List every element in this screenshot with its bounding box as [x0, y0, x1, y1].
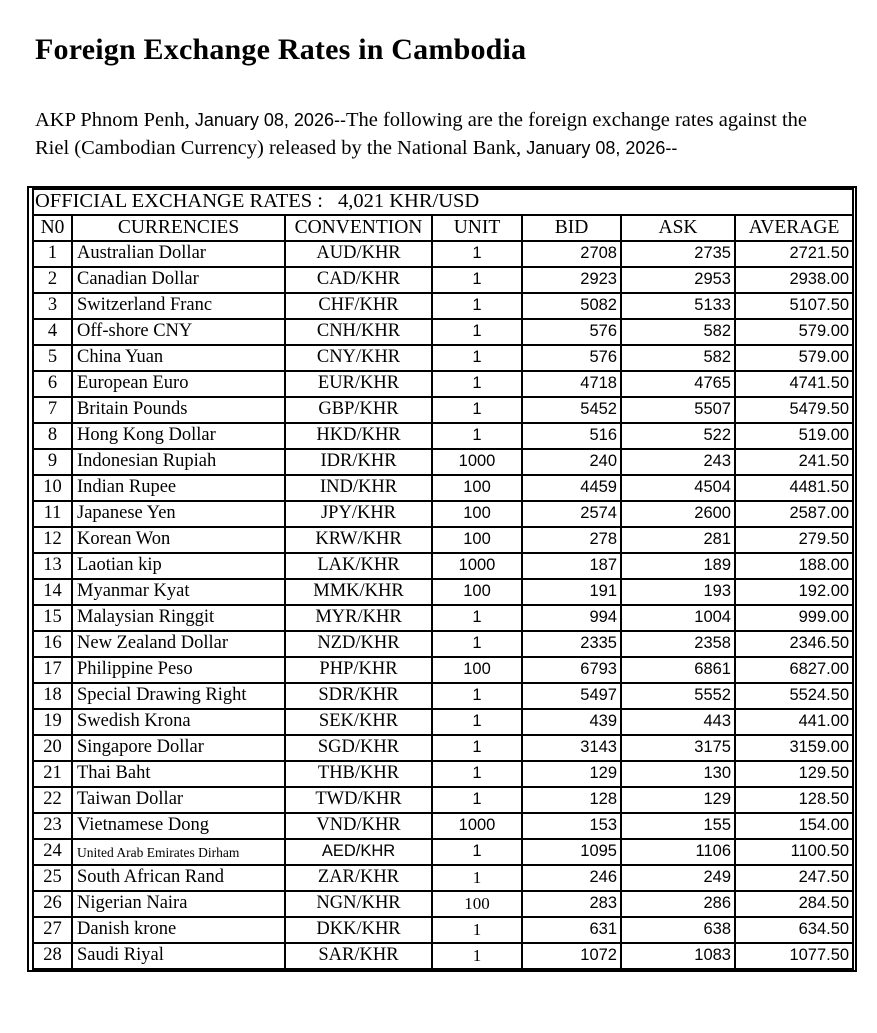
ask-cell: 286 — [621, 891, 735, 917]
convention-cell: IND/KHR — [285, 475, 432, 501]
average-cell: 154.00 — [735, 813, 853, 839]
average-cell: 579.00 — [735, 345, 853, 371]
bid-cell: 576 — [522, 345, 621, 371]
unit-cell: 1 — [432, 423, 522, 449]
row-number-cell: 6 — [33, 371, 72, 397]
ask-cell: 193 — [621, 579, 735, 605]
row-number-cell: 22 — [33, 787, 72, 813]
unit-cell: 100 — [432, 657, 522, 683]
unit-cell: 100 — [432, 475, 522, 501]
ask-cell: 1106 — [621, 839, 735, 865]
average-cell: 4741.50 — [735, 371, 853, 397]
bid-cell: 5082 — [522, 293, 621, 319]
bid-cell: 278 — [522, 527, 621, 553]
bid-cell: 1095 — [522, 839, 621, 865]
table-row — [33, 553, 853, 579]
table-row — [33, 501, 853, 527]
table-row — [33, 917, 853, 943]
ask-cell: 243 — [621, 449, 735, 475]
currency-name-cell: Saudi Riyal — [72, 943, 285, 969]
unit-cell: 1 — [432, 345, 522, 371]
table-row — [33, 709, 853, 735]
unit-cell: 1 — [432, 709, 522, 735]
average-cell: 5479.50 — [735, 397, 853, 423]
intro-date-2: January 08, 2026-- — [526, 138, 678, 159]
row-number-cell: 18 — [33, 683, 72, 709]
convention-cell: MMK/KHR — [285, 579, 432, 605]
currency-name-cell: Laotian kip — [72, 553, 285, 579]
currency-name-cell: Myanmar Kyat — [72, 579, 285, 605]
ask-cell: 1083 — [621, 943, 735, 969]
table-row — [33, 319, 853, 345]
unit-cell: 100 — [432, 891, 522, 917]
average-cell: 4481.50 — [735, 475, 853, 501]
intro-paragraph — [35, 106, 850, 163]
convention-cell: CNY/KHR — [285, 345, 432, 371]
caption-label: OFFICIAL EXCHANGE RATES : — [35, 189, 323, 212]
row-number-cell: 24 — [33, 839, 72, 865]
convention-cell: SEK/KHR — [285, 709, 432, 735]
row-number-cell: 2 — [33, 267, 72, 293]
average-cell: 192.00 — [735, 579, 853, 605]
bid-cell: 631 — [522, 917, 621, 943]
currency-name-cell: Singapore Dollar — [72, 735, 285, 761]
table-row — [33, 345, 853, 371]
unit-cell: 1 — [432, 839, 522, 865]
bid-cell: 128 — [522, 787, 621, 813]
average-cell: 999.00 — [735, 605, 853, 631]
row-number-cell: 20 — [33, 735, 72, 761]
unit-cell: 1 — [432, 761, 522, 787]
average-cell: 1100.50 — [735, 839, 853, 865]
ask-cell: 582 — [621, 319, 735, 345]
average-cell: 2938.00 — [735, 267, 853, 293]
currency-name-cell: Korean Won — [72, 527, 285, 553]
currency-name-cell: Hong Kong Dollar — [72, 423, 285, 449]
unit-cell: 100 — [432, 501, 522, 527]
ask-cell: 582 — [621, 345, 735, 371]
currency-name-cell: Vietnamese Dong — [72, 813, 285, 839]
convention-cell: SGD/KHR — [285, 735, 432, 761]
bid-cell: 5452 — [522, 397, 621, 423]
intro-body-line2: Riel (Cambodian Currency) released by the National Bank, — [35, 137, 527, 160]
row-number-cell: 13 — [33, 553, 72, 579]
page-title: Foreign Exchange Rates in Cambodia — [35, 33, 527, 66]
ask-cell: 6861 — [621, 657, 735, 683]
average-cell: 519.00 — [735, 423, 853, 449]
intro-body-line1: The following are the foreign exchange rates against the — [345, 109, 808, 131]
row-number-cell: 3 — [33, 293, 72, 319]
row-number-cell: 27 — [33, 917, 72, 943]
convention-cell: CNH/KHR — [285, 319, 432, 345]
bid-cell: 576 — [522, 319, 621, 345]
average-cell: 579.00 — [735, 319, 853, 345]
caption-value: 4,021 KHR/USD — [337, 189, 480, 212]
average-cell: 128.50 — [735, 787, 853, 813]
table-row — [33, 371, 853, 397]
convention-cell: LAK/KHR — [285, 553, 432, 579]
row-number-cell: 14 — [33, 579, 72, 605]
bid-cell: 2923 — [522, 267, 621, 293]
table-row — [33, 631, 853, 657]
convention-cell: HKD/KHR — [285, 423, 432, 449]
currency-name-cell: Off-shore CNY — [72, 319, 285, 345]
currency-name-cell: Nigerian Naira — [72, 891, 285, 917]
convention-cell: TWD/KHR — [285, 787, 432, 813]
unit-cell: 100 — [432, 579, 522, 605]
table-header-row — [33, 215, 853, 241]
currency-name-cell: Canadian Dollar — [72, 267, 285, 293]
ask-cell: 1004 — [621, 605, 735, 631]
bid-cell: 240 — [522, 449, 621, 475]
table-caption-row — [33, 189, 853, 215]
unit-cell: 1000 — [432, 449, 522, 475]
convention-cell: SDR/KHR — [285, 683, 432, 709]
table-row — [33, 475, 853, 501]
ask-cell: 129 — [621, 787, 735, 813]
row-number-cell: 19 — [33, 709, 72, 735]
average-cell: 279.50 — [735, 527, 853, 553]
unit-cell: 1 — [432, 605, 522, 631]
currency-name-cell: Indian Rupee — [72, 475, 285, 501]
ask-cell: 249 — [621, 865, 735, 891]
average-cell: 5524.50 — [735, 683, 853, 709]
average-cell: 1077.50 — [735, 943, 853, 969]
row-number-cell: 16 — [33, 631, 72, 657]
unit-cell: 1 — [432, 735, 522, 761]
currency-name-cell: South African Rand — [72, 865, 285, 891]
row-number-cell: 10 — [33, 475, 72, 501]
ask-cell: 638 — [621, 917, 735, 943]
currency-name-cell: Taiwan Dollar — [72, 787, 285, 813]
row-number-cell: 4 — [33, 319, 72, 345]
average-cell: 2587.00 — [735, 501, 853, 527]
table-row — [33, 397, 853, 423]
ask-cell: 189 — [621, 553, 735, 579]
row-number-cell: 17 — [33, 657, 72, 683]
convention-cell: CAD/KHR — [285, 267, 432, 293]
table-row — [33, 761, 853, 787]
currency-name-cell: Philippine Peso — [72, 657, 285, 683]
table-row — [33, 267, 853, 293]
row-number-cell: 28 — [33, 943, 72, 969]
bid-cell: 153 — [522, 813, 621, 839]
convention-cell: ZAR/KHR — [285, 865, 432, 891]
table-row — [33, 787, 853, 813]
table-row — [33, 683, 853, 709]
convention-cell: MYR/KHR — [285, 605, 432, 631]
table-row — [33, 527, 853, 553]
currency-name-cell: Switzerland Franc — [72, 293, 285, 319]
unit-cell: 1 — [432, 267, 522, 293]
unit-cell: 1 — [432, 293, 522, 319]
table-row — [33, 943, 853, 969]
table-row — [33, 423, 853, 449]
currency-name-cell: Swedish Krona — [72, 709, 285, 735]
row-number-cell: 9 — [33, 449, 72, 475]
bid-cell: 4718 — [522, 371, 621, 397]
bid-cell: 6793 — [522, 657, 621, 683]
ask-cell: 155 — [621, 813, 735, 839]
ask-cell: 5552 — [621, 683, 735, 709]
column-header-average: AVERAGE — [735, 215, 853, 241]
row-number-cell: 25 — [33, 865, 72, 891]
convention-cell: PHP/KHR — [285, 657, 432, 683]
average-cell: 5107.50 — [735, 293, 853, 319]
column-header-unit: UNIT — [432, 215, 522, 241]
ask-cell: 5507 — [621, 397, 735, 423]
bid-cell: 2574 — [522, 501, 621, 527]
intro-lead: AKP Phnom Penh, — [35, 109, 195, 131]
table-row — [33, 657, 853, 683]
row-number-cell: 5 — [33, 345, 72, 371]
column-header-no: N0 — [33, 215, 72, 241]
unit-cell: 1 — [432, 397, 522, 423]
average-cell: 634.50 — [735, 917, 853, 943]
average-cell: 2721.50 — [735, 241, 853, 267]
average-cell: 3159.00 — [735, 735, 853, 761]
unit-cell: 1 — [432, 943, 522, 969]
ask-cell: 4765 — [621, 371, 735, 397]
row-number-cell: 23 — [33, 813, 72, 839]
document-page — [0, 33, 877, 1033]
unit-cell: 100 — [432, 527, 522, 553]
bid-cell: 129 — [522, 761, 621, 787]
bid-cell: 246 — [522, 865, 621, 891]
unit-cell: 1 — [432, 917, 522, 943]
currency-name-cell: China Yuan — [72, 345, 285, 371]
column-header-convention: CONVENTION — [285, 215, 432, 241]
ask-cell: 4504 — [621, 475, 735, 501]
ask-cell: 2735 — [621, 241, 735, 267]
column-header-bid: BID — [522, 215, 621, 241]
average-cell: 247.50 — [735, 865, 853, 891]
convention-cell: DKK/KHR — [285, 917, 432, 943]
bid-cell: 994 — [522, 605, 621, 631]
currency-name-cell: United Arab Emirates Dirham — [72, 839, 285, 865]
unit-cell: 1 — [432, 319, 522, 345]
unit-cell: 1 — [432, 241, 522, 267]
intro-date-1: January 08, 2026-- — [194, 110, 346, 130]
currency-name-cell: Britain Pounds — [72, 397, 285, 423]
convention-cell: VND/KHR — [285, 813, 432, 839]
currency-name-cell: Special Drawing Right — [72, 683, 285, 709]
ask-cell: 3175 — [621, 735, 735, 761]
table-row — [33, 813, 853, 839]
bid-cell: 5497 — [522, 683, 621, 709]
average-cell: 6827.00 — [735, 657, 853, 683]
convention-cell: GBP/KHR — [285, 397, 432, 423]
unit-cell: 1 — [432, 631, 522, 657]
currency-name-cell: European Euro — [72, 371, 285, 397]
bid-cell: 187 — [522, 553, 621, 579]
table-row — [33, 241, 853, 267]
table-row — [33, 449, 853, 475]
average-cell: 284.50 — [735, 891, 853, 917]
ask-cell: 2953 — [621, 267, 735, 293]
ask-cell: 281 — [621, 527, 735, 553]
currency-name-cell: Indonesian Rupiah — [72, 449, 285, 475]
row-number-cell: 8 — [33, 423, 72, 449]
convention-cell: NGN/KHR — [285, 891, 432, 917]
currency-name-cell: Japanese Yen — [72, 501, 285, 527]
bid-cell: 4459 — [522, 475, 621, 501]
table-row — [33, 735, 853, 761]
average-cell: 129.50 — [735, 761, 853, 787]
bid-cell: 283 — [522, 891, 621, 917]
row-number-cell: 11 — [33, 501, 72, 527]
currency-name-cell: New Zealand Dollar — [72, 631, 285, 657]
rates-table — [32, 188, 854, 970]
convention-cell: CHF/KHR — [285, 293, 432, 319]
convention-cell: AED/KHR — [285, 839, 432, 865]
row-number-cell: 21 — [33, 761, 72, 787]
row-number-cell: 1 — [33, 241, 72, 267]
ask-cell: 443 — [621, 709, 735, 735]
ask-cell: 5133 — [621, 293, 735, 319]
unit-cell: 1 — [432, 683, 522, 709]
bid-cell: 2335 — [522, 631, 621, 657]
column-header-currencies: CURRENCIES — [72, 215, 285, 241]
bid-cell: 3143 — [522, 735, 621, 761]
currency-name-cell: Malaysian Ringgit — [72, 605, 285, 631]
currency-name-cell: Danish krone — [72, 917, 285, 943]
convention-cell: SAR/KHR — [285, 943, 432, 969]
average-cell: 441.00 — [735, 709, 853, 735]
convention-cell: AUD/KHR — [285, 241, 432, 267]
convention-cell: THB/KHR — [285, 761, 432, 787]
row-number-cell: 26 — [33, 891, 72, 917]
rates-table-body — [33, 241, 853, 969]
convention-cell: IDR/KHR — [285, 449, 432, 475]
table-row — [33, 293, 853, 319]
row-number-cell: 12 — [33, 527, 72, 553]
convention-cell: NZD/KHR — [285, 631, 432, 657]
table-row — [33, 605, 853, 631]
row-number-cell: 7 — [33, 397, 72, 423]
convention-cell: EUR/KHR — [285, 371, 432, 397]
table-row — [33, 865, 853, 891]
unit-cell: 1 — [432, 865, 522, 891]
unit-cell: 1 — [432, 787, 522, 813]
ask-cell: 2600 — [621, 501, 735, 527]
unit-cell: 1 — [432, 371, 522, 397]
bid-cell: 1072 — [522, 943, 621, 969]
table-row — [33, 839, 853, 865]
average-cell: 241.50 — [735, 449, 853, 475]
bid-cell: 439 — [522, 709, 621, 735]
bid-cell: 191 — [522, 579, 621, 605]
currency-name-cell: Australian Dollar — [72, 241, 285, 267]
table-caption-cell — [33, 189, 853, 215]
unit-cell: 1000 — [432, 553, 522, 579]
bid-cell: 516 — [522, 423, 621, 449]
row-number-cell: 15 — [33, 605, 72, 631]
currency-name-cell: Thai Baht — [72, 761, 285, 787]
unit-cell: 1000 — [432, 813, 522, 839]
average-cell: 2346.50 — [735, 631, 853, 657]
ask-cell: 2358 — [621, 631, 735, 657]
table-row — [33, 891, 853, 917]
convention-cell: KRW/KHR — [285, 527, 432, 553]
table-row — [33, 579, 853, 605]
rates-table-frame — [27, 186, 857, 972]
column-header-ask: ASK — [621, 215, 735, 241]
ask-cell: 522 — [621, 423, 735, 449]
ask-cell: 130 — [621, 761, 735, 787]
convention-cell: JPY/KHR — [285, 501, 432, 527]
average-cell: 188.00 — [735, 553, 853, 579]
bid-cell: 2708 — [522, 241, 621, 267]
